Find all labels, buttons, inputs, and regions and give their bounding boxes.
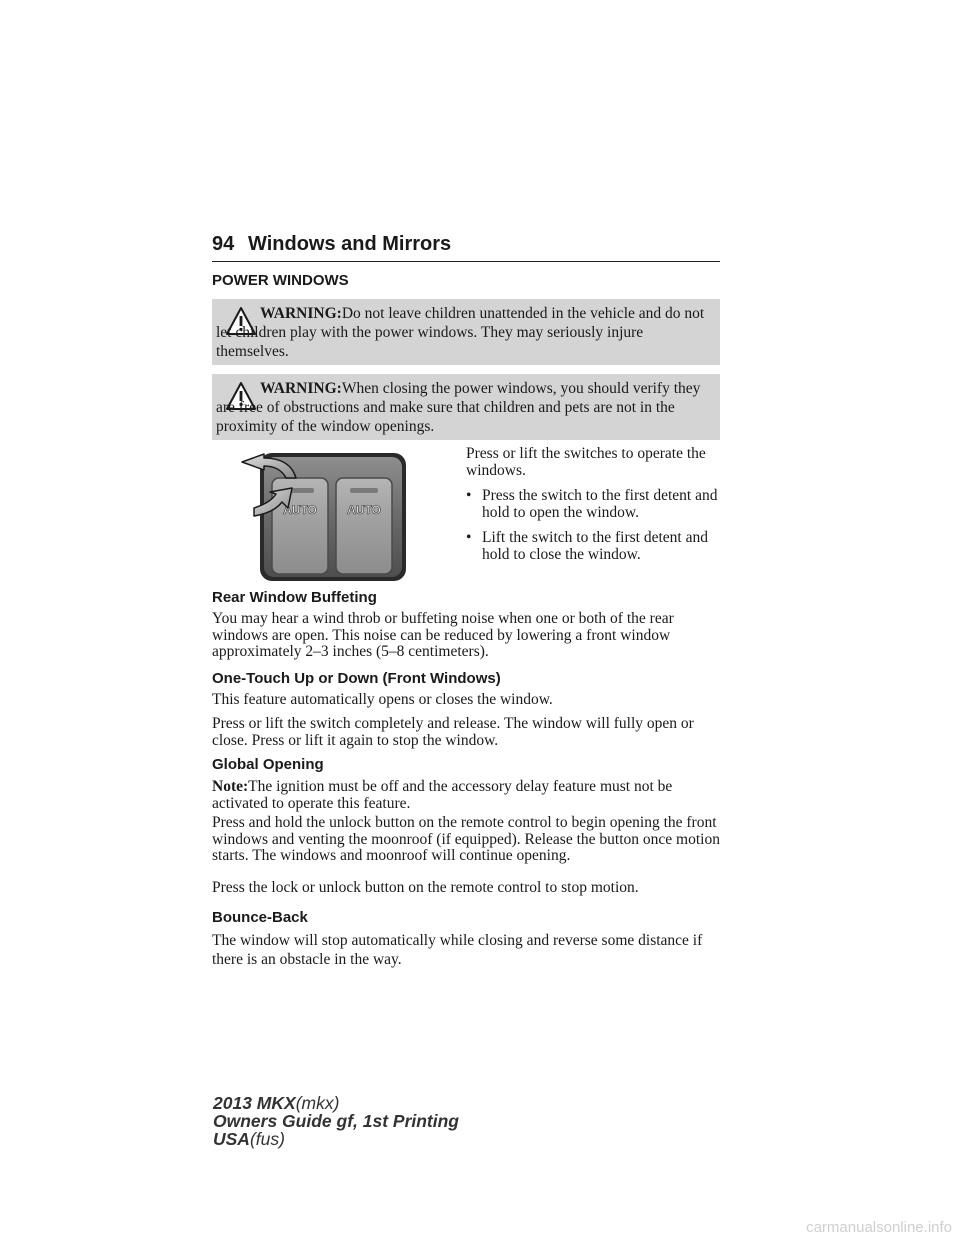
warning-box-1 bbox=[212, 299, 720, 365]
page-number: 94 bbox=[212, 233, 235, 255]
heading-global-opening: Global Opening bbox=[212, 756, 324, 773]
bounce-back-text: The window will stop automatically while closing and reverse some distance if there is an obstacle in the way. bbox=[212, 932, 703, 968]
one-touch-text-1: This feature automatically opens or closes the window. bbox=[212, 691, 553, 708]
footer-model: 2013 MKX bbox=[213, 1093, 296, 1113]
print-footer bbox=[213, 1094, 459, 1148]
list-item bbox=[466, 529, 724, 563]
intro-text: Press or lift the switches to operate the windows. bbox=[466, 445, 706, 479]
switch-instructions bbox=[466, 445, 724, 571]
heading-bounce-back: Bounce-Back bbox=[212, 909, 308, 926]
footer-market: USA bbox=[213, 1129, 250, 1149]
list-item bbox=[466, 487, 724, 521]
section-title: POWER WINDOWS bbox=[212, 272, 349, 289]
global-opening-note bbox=[212, 779, 724, 812]
warning-label: WARNING: bbox=[260, 380, 342, 397]
warning-text-1 bbox=[216, 304, 714, 361]
bullet: • bbox=[466, 529, 472, 546]
warning-label: WARNING: bbox=[260, 305, 342, 322]
auto-label-right: AUTO bbox=[347, 503, 381, 517]
watermark: carmanualsonline.info bbox=[806, 1219, 952, 1236]
auto-label-left: AUTO bbox=[283, 503, 317, 517]
bullet-text: Press the switch to the first detent and hold to open the window. bbox=[482, 487, 718, 521]
warning-body: Do not leave children unattended in the vehicle and do not let children play with the power windows. They may seriously injure themselves. bbox=[216, 305, 705, 360]
warning-body: When closing the power windows, you should verify they are free of obstructions and make sure that children and pets are not in the proximity of the window openings. bbox=[216, 380, 701, 435]
footer-model-code: (mkx) bbox=[295, 1093, 340, 1113]
heading-one-touch: One-Touch Up or Down (Front Windows) bbox=[212, 670, 501, 687]
footer-market-code: (fus) bbox=[249, 1129, 285, 1149]
rear-buffeting-text: You may hear a wind throb or buffeting noise when one or both of the rear windows are open. This noise can be reduced by lowering a front window approximately 2–3 inches (5–8 centimeters). bbox=[212, 610, 674, 660]
heading-rear-window-buffeting: Rear Window Buffeting bbox=[212, 589, 377, 606]
bullet: • bbox=[466, 487, 472, 504]
window-switch-illustration bbox=[236, 450, 410, 584]
chapter-title: Windows and Mirrors bbox=[248, 233, 452, 255]
note-label: Note: bbox=[212, 778, 249, 795]
global-opening-text-2: Press the lock or unlock button on the remote control to stop motion. bbox=[212, 879, 639, 896]
warning-text-2 bbox=[216, 379, 714, 436]
page-header bbox=[212, 229, 720, 262]
one-touch-text-2: Press or lift the switch completely and release. The window will fully open or close. Press or lift it again to stop the window. bbox=[212, 715, 694, 749]
warning-box-2 bbox=[212, 374, 720, 440]
note-text: The ignition must be off and the accessory delay feature must not be activated to operate this feature. bbox=[212, 778, 673, 812]
footer-guide: Owners Guide gf, 1st Printing bbox=[213, 1111, 459, 1131]
global-opening-text-1: Press and hold the unlock button on the remote control to begin opening the front windows and venting the moonroof (if equipped). Release the button once motion starts. The windows and moonroof will continue opening. bbox=[212, 814, 720, 864]
bullet-text: Lift the switch to the first detent and hold to close the window. bbox=[482, 529, 708, 563]
